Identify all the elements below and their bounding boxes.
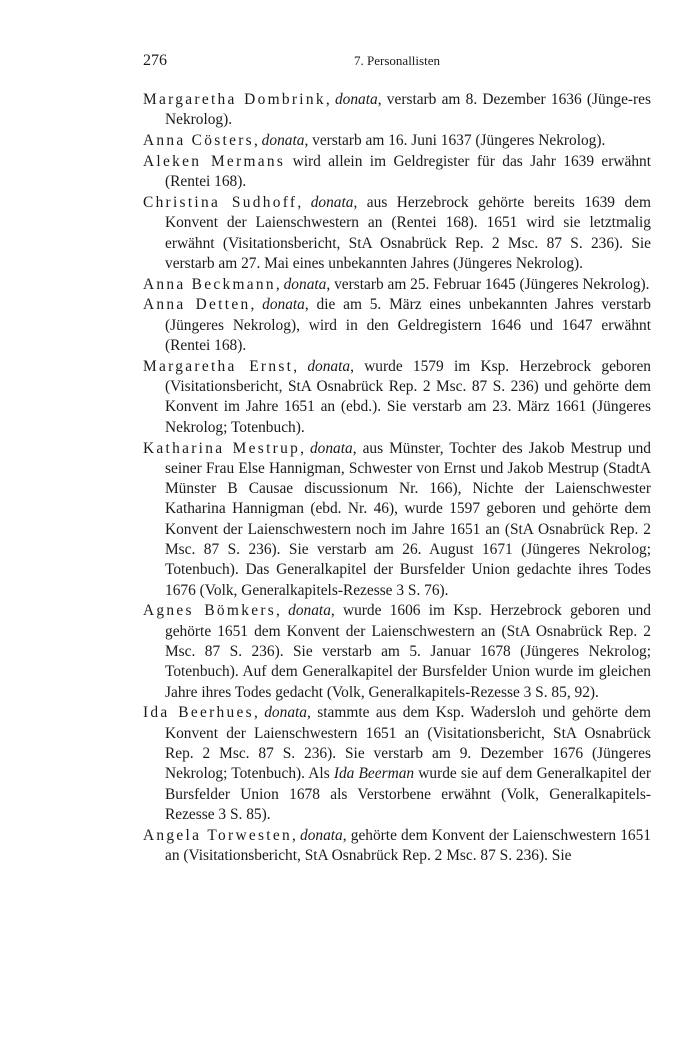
person-name: Margaretha Ernst (143, 357, 294, 375)
entry-text: wird allein im Geldregister für das Jahr 1639 erwähnt (Rentei 168). (165, 152, 651, 191)
person-name: Anna Cösters (143, 132, 254, 150)
entry-text: , gehörte dem Konvent der Laienschwestern 1651 an (Visitationsbericht, StA Osnabrück Rep. 2 Msc. 87 S. 236). Sie (165, 826, 651, 864)
list-item: Anna Cösters, donata, verstarb am 16. Juni 1637 (Jüngeres Nekrolog). (143, 132, 606, 150)
entry-text: , die am 5. März eines unbekannten Jahres verstarb (Jüngeres Nekrolog), wird in den Geldregistern 1646 und 1647 erwähnt (Rentei 168). (165, 296, 652, 355)
entry-text: , aus Münster, Tochter des Jakob Mestrup und seiner Frau Else Hannigman, Schwester von Ernst und Jakob Mestrup (StadtA Münster B Causae discussionum Nr. 166), Nichte der Laienschwester Katharina Hannigman (ebd. Nr. 46), wurde 1597 geboren und gehörte dem Konvent der Laienschwestern noch im Jahre 1651 an (StA Osnabrück Rep. 2 Msc. 87 S. 236). Sie verstarb am 26. August 1671 (Jüngeres Nekrolog; Totenbuch). Das Generalkapitel der Bursfelder Union gedachte ihres Todes 1676 (Volk, Generalkapitels-Rezesse 3 S. 76). (165, 439, 651, 599)
list-item (143, 152, 651, 193)
status-label: donata (261, 132, 305, 150)
list-item: Margaretha Ernst, donata, wurde 1579 im Ksp. Herzebrock geboren (Visitationsbericht, StA Osnabrück Rep. 2 Msc. 87 S. 236) und gehörte dem Konvent im Jahre 1651 an (ebd.). Sie verstarb am 23. März 1661 (Jüngeres Nekrolog; Totenbuch). (143, 357, 651, 436)
entry-text: , wurde 1606 im Ksp. Herzebrock geboren und gehörte 1651 dem Konvent der Laienschwestern an (StA Osnabrück Rep. 2 Msc. 87 S. 236). Sie verstarb am 5. Januar 1678 (Jüngeres Nekrolog; Totenbuch). Auf dem Generalkapitel der Bursfelder Union wurde im gleichen Jahre ihres Todes gedacht (Volk, Generalkapitels-Rezesse 3 S. 85, 92). (165, 602, 651, 701)
status-label: donata (262, 296, 305, 314)
person-name: Angela Torwesten (143, 826, 292, 844)
entry-text: , stammte aus dem Ksp. Wadersloh und gehörte dem Konvent der Laienschwestern 1651 an (Visitationsbericht, StA Osnabrück Rep. 2 Msc. 87 S. 236). Sie verstarb am 9. Dezember 1676 (Jüngeres Nekrolog; Totenbuch). Als (165, 704, 651, 783)
entry-text: , verstarb am 16. Juni 1637 (Jüngeres Nekrolog). (304, 132, 606, 150)
list-item: Anna Detten, donata, die am 5. März eines unbekannten Jahres verstarb (Jüngeres Nekrolog), wird in den Geldregistern 1646 und 1647 erwähnt (Rentei 168). (143, 296, 652, 355)
entry-text: , aus Herzebrock gehörte bereits 1639 dem Konvent der Laienschwestern an (Rentei 168). 1651 wird sie letztmalig erwähnt (Visitationsbericht, StA Osnabrück Rep. 2 Msc. 87 S. 236). Sie verstarb am 27. Mai eines unbekannten Jahres (Jüngeres Nekrolog). (165, 193, 651, 272)
entry-text-continued: wurde sie auf dem Generalkapitel der Bursfelder Union 1678 als Verstorbene erwähnt (Volk, Generalkapitels-Rezesse 3 S. 85). (165, 765, 651, 823)
status-label: donata (283, 275, 327, 293)
status-label: donata (264, 704, 307, 722)
list-item: Katharina Mestrup, donata, aus Münster, Tochter des Jakob Mestrup und seiner Frau Else Hannigman, Schwester von Ernst und Jakob Mestrup (StadtA Münster B Causae discussionum Nr. 166), Nichte der Laienschwester Katharina Hannigman (ebd. Nr. 46), wurde 1597 geboren und gehörte dem Konvent der Laienschwestern noch im Jahre 1651 an (StA Osnabrück Rep. 2 Msc. 87 S. 236). Sie verstarb am 26. August 1671 (Jüngeres Nekrolog; Totenbuch). Das Generalkapitel der Bursfelder Union gedachte ihres Todes 1676 (Volk, Generalkapitels-Rezesse 3 S. 76). (143, 439, 651, 599)
list-item: Agnes Bömkers, donata, wurde 1606 im Ksp. Herzebrock geboren und gehörte 1651 dem Konvent der Laienschwestern an (StA Osnabrück Rep. 2 Msc. 87 S. 236). Sie verstarb am 5. Januar 1678 (Jüngeres Nekrolog; Totenbuch). Auf dem Generalkapitel der Bursfelder Union wurde im gleichen Jahre ihres Todes gedacht (Volk, Generalkapitels-Rezesse 3 S. 85, 92). (143, 602, 651, 701)
entry-text: , verstarb am 8. Dezember 1636 (Jünge-res Nekrolog). (165, 91, 652, 129)
person-name: Ida Beerhues (143, 704, 254, 722)
status-label: donata (310, 193, 354, 211)
status-label: donata (300, 826, 343, 844)
person-name: Margaretha Dombrink (143, 91, 326, 108)
person-name: Katharina Mestrup (143, 439, 301, 457)
page-header (143, 52, 651, 74)
list-item: Angela Torwesten, donata, gehörte dem Konvent der Laienschwestern 1651 an (Visitationsbericht, StA Osnabrück Rep. 2 Msc. 87 S. 236). Sie (143, 826, 651, 864)
person-name: Anna Detten (143, 296, 251, 314)
status-label: donata (307, 357, 351, 375)
list-item: Margaretha Dombrink, donata, verstarb am 8. Dezember 1636 (Jünge-res Nekrolog). (143, 91, 652, 129)
page-number: 276 (143, 52, 167, 69)
status-label: donata (309, 439, 353, 457)
entry-text: , wurde 1579 im Ksp. Herzebrock geboren (Visitationsbericht, StA Osnabrück Rep. 2 Msc. 87 S. 236) und gehörte dem Konvent im Jahre 1651 an (ebd.). Sie verstarb am 23. März 1661 (Jüngeres Nekrolog; Totenbuch). (165, 357, 651, 436)
list-item: Christina Sudhoff, donata, aus Herzebrock gehörte bereits 1639 dem Konvent der Laienschwestern an (Rentei 168). 1651 wird sie letztmalig erwähnt (Visitationsbericht, StA Osnabrück Rep. 2 Msc. 87 S. 236). Sie verstarb am 27. Mai eines unbekannten Jahres (Jüngeres Nekrolog). (143, 193, 651, 272)
person-name: Agnes Bömkers (143, 602, 277, 620)
entry-list (143, 90, 651, 867)
running-head: 7. Personallisten (354, 53, 440, 68)
status-label: donata (288, 602, 331, 620)
person-name: Aleken Mermans (143, 152, 286, 170)
person-name: Christina Sudhoff (143, 193, 298, 211)
list-item: Ida Beerhues, donata, stammte aus dem Ksp. Wadersloh und gehörte dem Konvent der Laienschwestern 1651 an (Visitationsbericht, StA Osnabrück Rep. 2 Msc. 87 S. 236). Sie verstarb am 9. Dezember 1676 (Jüngeres Nekrolog; Totenbuch). Als Ida Beerman wurde sie auf dem Generalkapitel der Bursfelder Union 1678 als Verstorbene erwähnt (Volk, Generalkapitels-Rezesse 3 S. 85). (143, 704, 651, 823)
status-label: donata (334, 91, 378, 108)
entry-text: , verstarb am 25. Februar 1645 (Jüngeres Nekrolog). (326, 275, 650, 293)
alias-name: Ida Beerman (333, 765, 415, 783)
person-name: Anna Beckmann (143, 275, 276, 293)
list-item: Anna Beckmann, donata, verstarb am 25. Februar 1645 (Jüngeres Nekrolog). (143, 275, 650, 293)
